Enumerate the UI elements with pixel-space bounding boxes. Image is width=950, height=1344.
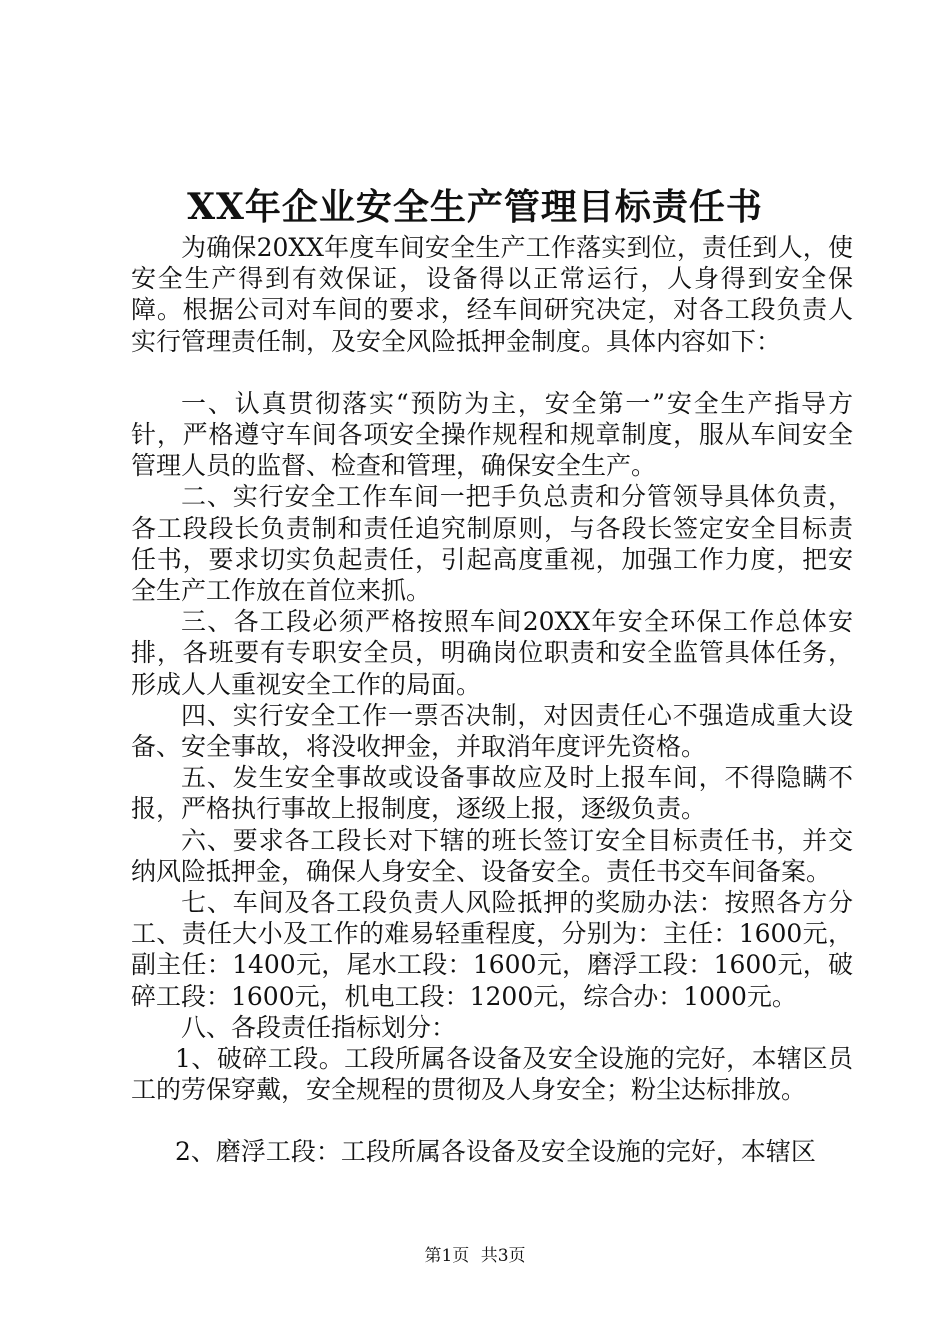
paragraph-spacer: [131, 1105, 853, 1136]
clause-7: 七、车间及各工段负责人风险抵押的奖励办法：按照各方分工、责任大小及工作的难易轻重程度，分别为：主任：1600元，副主任：1400元，尾水工段：1600元，磨浮工段：1600元，破碎工段：1600元，机电工段：1200元，综合办：1000元。: [131, 888, 853, 1011]
paragraph-spacer: [131, 357, 853, 388]
sub-item-2: 2、磨浮工段：工段所属各设备及安全设施的完好，本辖区: [175, 1137, 816, 1167]
page-footer: [0, 1244, 950, 1268]
clause-4: 四、实行安全工作一票否决制，对因责任心不强造成重大设备、安全事故，将没收押金，并取消年度评先资格。: [131, 700, 853, 762]
page-total: 共3页: [480, 1246, 526, 1266]
clause-6: 六、要求各工段长对下辖的班长签订安全目标责任书，并交纳风险抵押金，确保人身安全、设备安全。责任书交车间备案。: [131, 825, 853, 886]
clause-1: 一、认真贯彻落实“预防为主，安全第一”安全生产指导方针，严格遵守车间各项安全操作规程和规章制度，服从车间安全管理人员的监督、检查和管理，确保安全生产。: [131, 388, 853, 481]
intro-paragraph: 为确保20XX年度车间安全生产工作落实到位，责任到人，使安全生产得到有效保证，设备得以正常运行，人身得到安全保障。根据公司对车间的要求，经车间研究决定，对各工段负责人实行管理责任制，及安全风险抵押金制度。具体内容如下：: [131, 233, 853, 356]
clause-2: 二、实行安全工作车间一把手负总责和分管领导具体负责，各工段段长负责制和责任追究制原则，与各段长签定安全目标责任书，要求切实负起责任，引起高度重视，加强工作力度，把安全生产工作放在首位来抓。: [131, 482, 853, 606]
clause-5: 五、发生安全事故或设备事故应及时上报车间，不得隐瞒不报，严格执行事故上报制度，逐级上报，逐级负责。: [131, 763, 853, 824]
page-number: 第1页: [424, 1246, 470, 1266]
clause-8: 八、各段责任指标划分：: [181, 1012, 457, 1042]
sub-item-1: 1、破碎工段。工段所属各设备及安全设施的完好，本辖区员工的劳保穿戴，安全规程的贯彻及人身安全；粉尘达标排放。: [131, 1044, 853, 1105]
document-body: [131, 232, 853, 1168]
document-title: XX年企业安全生产管理目标责任书: [187, 186, 763, 228]
clause-3: 三、各工段必须严格按照车间20XX年安全环保工作总体安排，各班要有专职安全员，明确岗位职责和安全监管具体任务，形成人人重视安全工作的局面。: [131, 607, 853, 699]
